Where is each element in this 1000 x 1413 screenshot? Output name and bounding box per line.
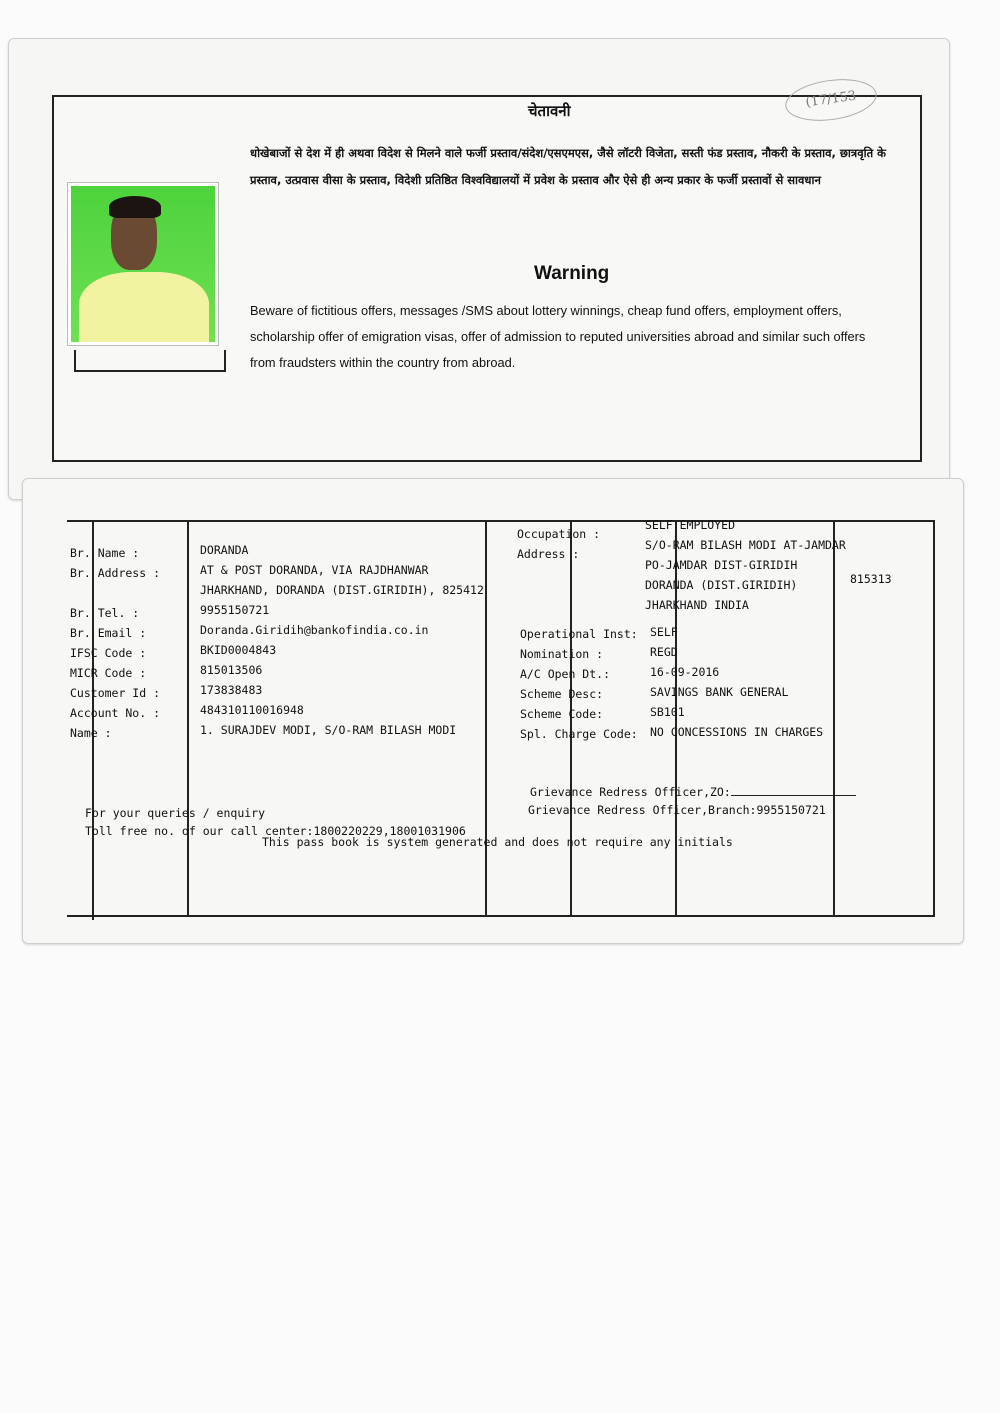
system-generated-note: This pass book is system generated and does not require any initials — [262, 835, 733, 849]
table-divider — [187, 520, 189, 916]
scheme-description: SAVINGS BANK GENERAL — [650, 685, 789, 699]
field-label: Nomination : — [520, 647, 604, 661]
special-charge-code: NO CONCESSIONS IN CHARGES — [650, 725, 824, 739]
field-label: Scheme Desc: — [520, 687, 604, 701]
occupation-label-column — [517, 524, 600, 564]
field-label: IFSC Code : — [70, 646, 147, 660]
account-number: 484310110016948 — [200, 703, 304, 717]
grievance-zo: Grievance Redress Officer,ZO: — [530, 782, 856, 802]
address-line: JHARKHAND INDIA — [645, 598, 749, 612]
address-line: PO-JAMDAR DIST-GIRIDIH — [645, 558, 798, 572]
scheme-code: SB101 — [650, 705, 685, 719]
customer-id: 173838483 — [200, 683, 263, 697]
hindi-warning-title: चेतावनी — [528, 102, 571, 120]
field-label — [70, 583, 160, 603]
occupation-value-column — [645, 515, 846, 615]
pin-code: 815313 — [850, 572, 892, 586]
micr-code: 815013506 — [200, 663, 263, 677]
branch-email: Doranda.Giridih@bankofindia.co.in — [200, 623, 429, 637]
field-label: Address : — [517, 547, 580, 561]
branch-address-line: JHARKHAND, DORANDA (DIST.GIRIDIH), 825412 — [200, 583, 484, 597]
branch-label-column — [70, 543, 160, 743]
branch-name: DORANDA — [200, 543, 249, 557]
branch-telephone: 9955150721 — [200, 603, 270, 617]
field-label: Customer Id : — [70, 686, 161, 700]
field-label: MICR Code : — [70, 666, 147, 680]
account-holder-name: 1. SURAJDEV MODI, S/O-RAM BILASH MODI — [200, 723, 457, 737]
english-warning-text: Beware of fictitious offers, messages /SMS about lottery winnings, cheap fund offers, employment offers, scholarship offer of emigration visas, offer of admission to reputed universities abroad and similar such offers from fraudsters within the country from abroad. — [250, 303, 866, 370]
address-line: DORANDA (DIST.GIRIDIH) — [645, 578, 798, 592]
address-line: S/O-RAM BILASH MODI AT-JAMDAR — [645, 538, 846, 552]
operational-instruction: SELF — [650, 625, 678, 639]
account-label-column — [520, 624, 638, 744]
handwritten-note: (17/153 — [783, 74, 880, 126]
field-label: Account No. : — [70, 706, 161, 720]
branch-value-column — [200, 540, 484, 740]
grievance-branch: Grievance Redress Officer,Branch:9955150721 — [528, 803, 826, 817]
occupation-value: SELF EMPLOYED — [645, 518, 736, 532]
account-holder-photo — [68, 183, 218, 345]
toll-free-number: Toll free no. of our call center:1800220229,18001031906 — [85, 824, 466, 838]
queries-label: For your queries / enquiry — [85, 806, 266, 820]
field-label: Operational Inst: — [520, 627, 638, 641]
english-warning-title: Warning — [534, 263, 610, 284]
field-label: Br. Name : — [70, 546, 140, 560]
nomination-status: REGD — [650, 645, 678, 659]
field-label: Spl. Charge Code: — [520, 727, 638, 741]
field-label: Br. Address : — [70, 566, 161, 580]
field-label: Occupation : — [517, 527, 601, 541]
field-label: Br. Email : — [70, 626, 147, 640]
table-divider — [485, 520, 487, 916]
field-label: A/C Open Dt.: — [520, 667, 611, 681]
photo-signature-frame — [74, 350, 226, 372]
branch-address-line: AT & POST DORANDA, VIA RAJDHANWAR — [200, 563, 429, 577]
account-value-column — [650, 622, 823, 742]
hindi-warning-text: धोखेबाजों से देश में ही अथवा विदेश से मिलने वाले फर्जी प्रस्ताव/संदेश/एसएमएस, जैसे लॉटरी विजेता, सस्ती फंड प्रस्ताव, नौकरी के प्रस्ताव, छात्रवृति के प्रस्ताव, उत्प्रवास वीसा के प्रस्ताव, विदेशी प्रतिष्ठित विश्वविद्यालयों में प्रवेश के प्रस्ताव और ऐसे ही अन्य प्रकार के फर्जी प्रस्तावों से सावधान — [250, 146, 886, 187]
ifsc-code: BKID0004843 — [200, 643, 277, 657]
field-label: Scheme Code: — [520, 707, 604, 721]
field-label: Br. Tel. : — [70, 606, 140, 620]
account-open-date: 16-09-2016 — [650, 665, 720, 679]
field-label: Name : — [70, 726, 112, 740]
